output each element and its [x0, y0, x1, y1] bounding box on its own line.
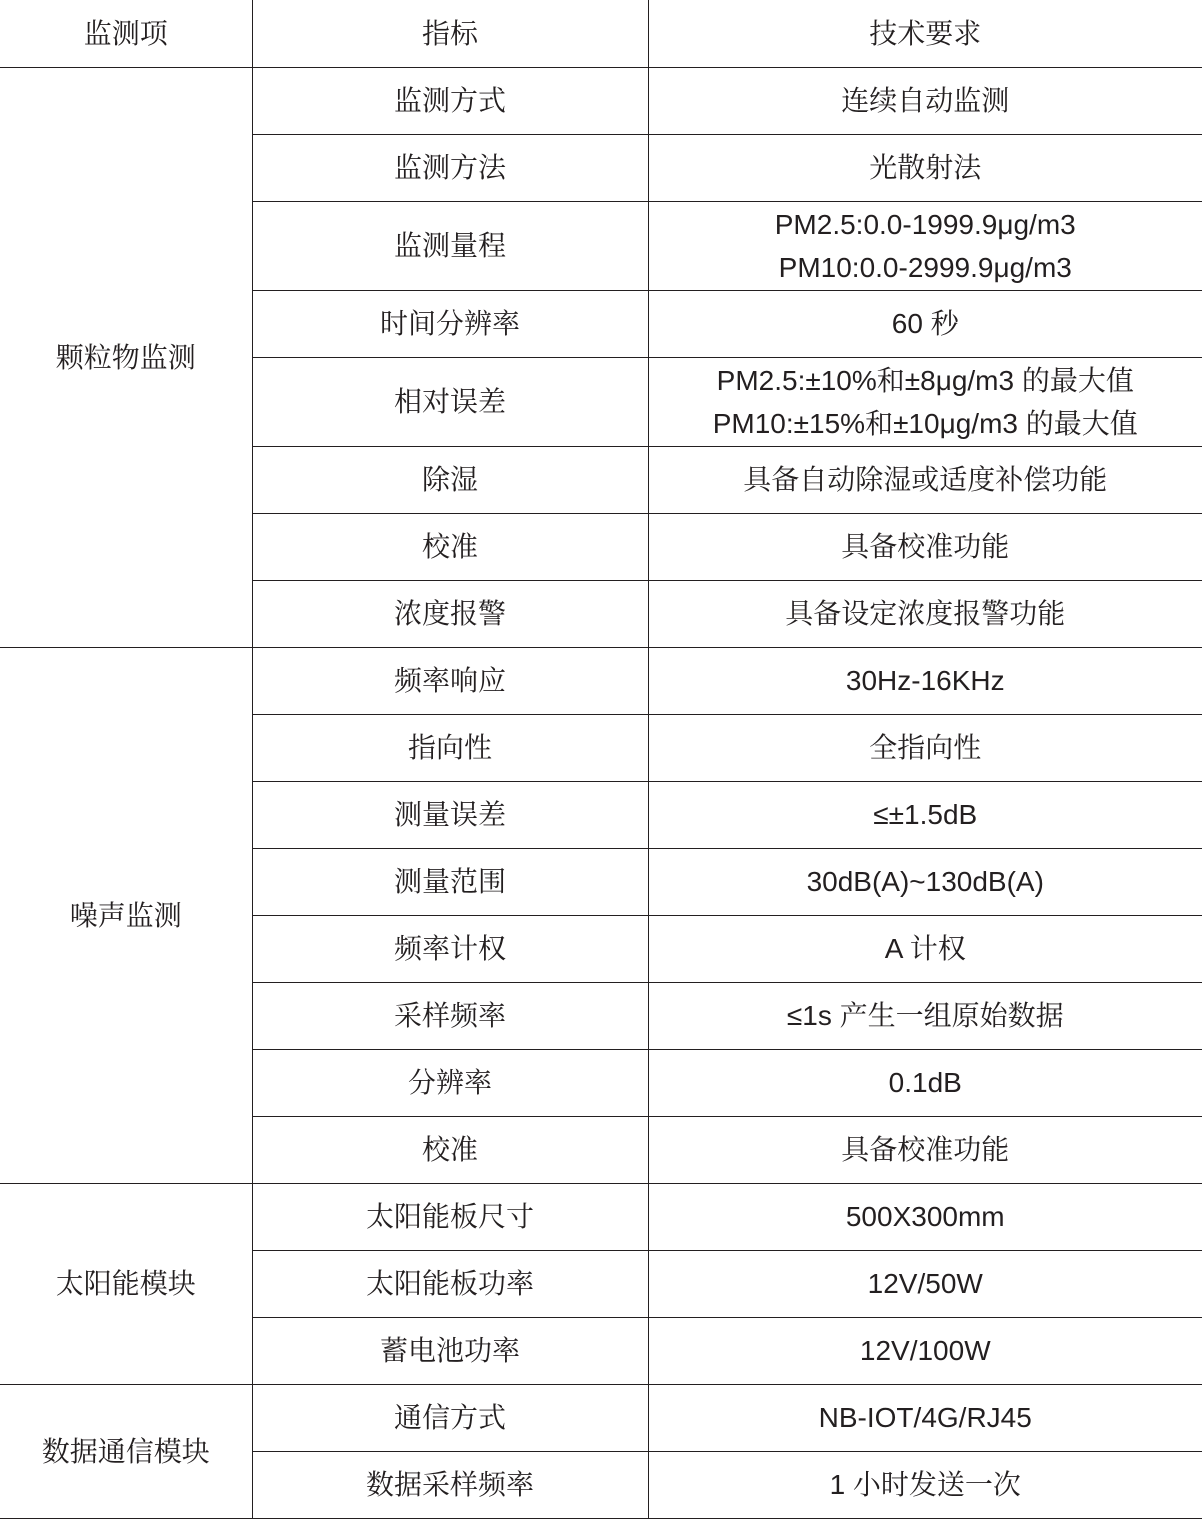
requirement-cell: [648, 848, 1202, 915]
indicator-cell: 测量误差: [252, 781, 648, 848]
requirement-line: 连续自动监测: [649, 79, 1202, 122]
indicator-cell: 数据采样频率: [252, 1451, 648, 1518]
requirement-line: 具备设定浓度报警功能: [649, 592, 1202, 635]
indicator-cell: 测量范围: [252, 848, 648, 915]
table-row: [0, 1384, 1202, 1451]
requirement-line: PM10:±15%和±10μg/m3 的最大值: [649, 402, 1202, 445]
requirement-cell: [648, 714, 1202, 781]
requirement-cell: [648, 134, 1202, 201]
table-row: [0, 67, 1202, 134]
requirement-line: 1 小时发送一次: [649, 1463, 1202, 1506]
requirement-line: 具备校准功能: [649, 1128, 1202, 1171]
requirement-cell: [648, 67, 1202, 134]
requirement-cell: [648, 781, 1202, 848]
indicator-cell: 通信方式: [252, 1384, 648, 1451]
monitoring-item-cell: 太阳能模块: [0, 1183, 252, 1384]
indicator-cell: 监测方法: [252, 134, 648, 201]
indicator-cell: 校准: [252, 1116, 648, 1183]
table-body: [0, 67, 1202, 1518]
requirement-line: 具备自动除湿或适度补偿功能: [649, 458, 1202, 501]
requirement-line: PM10:0.0-2999.9μg/m3: [649, 246, 1202, 289]
requirement-cell: [648, 290, 1202, 357]
indicator-cell: 除湿: [252, 446, 648, 513]
header-indicator: 指标: [252, 0, 648, 67]
requirement-line: ≤1s 产生一组原始数据: [649, 994, 1202, 1037]
indicator-cell: 分辨率: [252, 1049, 648, 1116]
requirement-cell: [648, 513, 1202, 580]
requirement-cell: [648, 201, 1202, 290]
indicator-cell: 太阳能板功率: [252, 1250, 648, 1317]
indicator-cell: 太阳能板尺寸: [252, 1183, 648, 1250]
requirement-line: 60 秒: [649, 302, 1202, 345]
requirement-line: 全指向性: [649, 726, 1202, 769]
requirement-line: 具备校准功能: [649, 525, 1202, 568]
requirement-line: A 计权: [649, 927, 1202, 970]
requirement-cell: [648, 915, 1202, 982]
requirement-cell: [648, 357, 1202, 446]
indicator-cell: 时间分辨率: [252, 290, 648, 357]
requirement-line: 光散射法: [649, 146, 1202, 189]
indicator-cell: 浓度报警: [252, 580, 648, 647]
table-row: [0, 647, 1202, 714]
requirement-line: 30dB(A)~130dB(A): [649, 860, 1202, 903]
header-requirement: 技术要求: [648, 0, 1202, 67]
indicator-cell: 频率计权: [252, 915, 648, 982]
requirement-cell: [648, 647, 1202, 714]
indicator-cell: 蓄电池功率: [252, 1317, 648, 1384]
monitoring-item-cell: 噪声监测: [0, 647, 252, 1183]
monitoring-item-cell: 数据通信模块: [0, 1384, 252, 1518]
monitoring-item-cell: 颗粒物监测: [0, 67, 252, 647]
indicator-cell: 相对误差: [252, 357, 648, 446]
requirement-cell: [648, 1116, 1202, 1183]
requirement-cell: [648, 1049, 1202, 1116]
indicator-cell: 频率响应: [252, 647, 648, 714]
requirement-line: 500X300mm: [649, 1195, 1202, 1238]
table-row: [0, 1183, 1202, 1250]
indicator-cell: 监测量程: [252, 201, 648, 290]
indicator-cell: 校准: [252, 513, 648, 580]
requirement-cell: [648, 1183, 1202, 1250]
header-row: [0, 0, 1202, 67]
requirement-cell: [648, 446, 1202, 513]
indicator-cell: 采样频率: [252, 982, 648, 1049]
requirement-line: ≤±1.5dB: [649, 793, 1202, 836]
requirement-cell: [648, 1451, 1202, 1518]
requirement-line: NB-IOT/4G/RJ45: [649, 1396, 1202, 1439]
requirement-cell: [648, 1250, 1202, 1317]
requirement-cell: [648, 580, 1202, 647]
requirement-line: 12V/100W: [649, 1329, 1202, 1372]
requirement-line: PM2.5:0.0-1999.9μg/m3: [649, 203, 1202, 246]
indicator-cell: 指向性: [252, 714, 648, 781]
requirement-line: 30Hz-16KHz: [649, 659, 1202, 702]
header-monitoring-item: 监测项: [0, 0, 252, 67]
requirement-cell: [648, 1384, 1202, 1451]
requirement-cell: [648, 982, 1202, 1049]
requirement-line: 12V/50W: [649, 1262, 1202, 1305]
requirement-line: PM2.5:±10%和±8μg/m3 的最大值: [649, 359, 1202, 402]
requirement-cell: [648, 1317, 1202, 1384]
indicator-cell: 监测方式: [252, 67, 648, 134]
requirement-line: 0.1dB: [649, 1061, 1202, 1104]
